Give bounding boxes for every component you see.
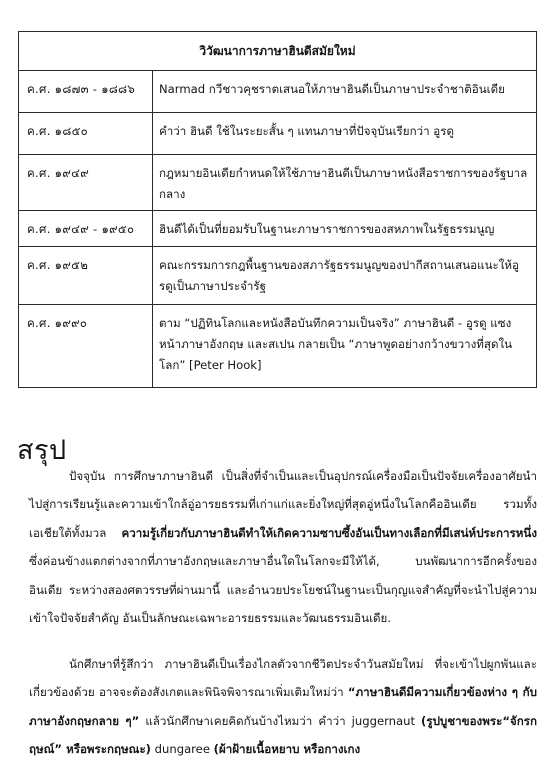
emphasized-text: ความรู้เกี่ยวกับภาษาฮินดีทำให้เกิดความซาบซึ้งอันเป็นทางเลือกที่มีเสน่ห์ประการหนึ่ง	[121, 525, 537, 540]
row-event: ฮินดีได้เป็นที่ยอมรับในฐานะภาษาราชการของสหภาพในรัฐธรรมนูญ	[153, 211, 537, 247]
paragraph-text: ซึ่งค่อนข้างแตกต่างจากที่ภาษาอังกฤษและภาษาอื่นใดในโลกจะมีให้ได้, บนพัฒนาการอีกครั้งของอินเดีย ระหว่างสองศตวรรษที่ผ่านมานี้ และอำนวยประโยชน์ในฐานะเป็นกุญแจสำคัญที่จะนำไปสู่ความเข้าใจปัจจัยสำคัญ อันเป็นลักษณะเฉพาะอารยธรรมและวัฒนธรรมอินเดีย.	[29, 554, 537, 626]
table-row	[19, 71, 537, 113]
conclusion-paragraph-1	[29, 462, 537, 632]
row-date: ค.ศ. ๑๘๕๐	[19, 113, 153, 155]
table-row	[19, 305, 537, 388]
table-row	[19, 155, 537, 211]
row-event: ตาม “ปฏิทินโลกและหนังสือบันทึกความเป็นจริง” ภาษาฮินดี - อูรดู แซงหน้าภาษาอังกฤษ และสเปน กลายเป็น “ภาษาพูดอย่างกว้างขวางที่สุดในโลก” [Peter Hook]	[153, 305, 537, 388]
row-date: ค.ศ. ๑๘๗๓ - ๑๘๘๖	[19, 71, 153, 113]
hindi-evolution-table	[18, 31, 537, 388]
row-date: ค.ศ. ๑๙๔๙	[19, 155, 153, 211]
table-row	[19, 113, 537, 155]
conclusion-paragraph-2	[29, 650, 537, 764]
table-row	[19, 211, 537, 247]
conclusion-heading: สรุป	[17, 435, 67, 466]
paragraph-text: ปัจจุบัน การศึกษาภาษาฮินดี เป็นสิ่งที่จำเป็นและเป็นอุปกรณ์เครื่องมือเป็นปัจจัยเครื่องอาศัยนำไปสู่การเรียนรู้และความเข้าใกล้อู่อารยธรรมที่เก่าแก่และยิ่งใหญ่ที่สุดอู่หนึ่งในโลกคืออินเดีย รวมทั้งเอเชียใต้ทั้งมวล	[29, 469, 537, 540]
emphasized-text: (ผ้าฝ้ายเนื้อหยาบ หรือกางเกง	[213, 742, 361, 757]
table-header-row	[19, 32, 537, 71]
row-date: ค.ศ. ๑๙๔๙ - ๑๙๕๐	[19, 211, 153, 247]
row-date: ค.ศ. ๑๙๙๐	[19, 305, 153, 388]
table-title: วิวัฒนาการภาษาฮินดีสมัยใหม่	[19, 32, 537, 71]
row-event: คำว่า ฮินดี ใช้ในระยะสั้น ๆ แทนภาษาที่ปัจจุบันเรียกว่า อูรดู	[153, 113, 537, 155]
paragraph-text: แล้วนักศึกษาเคยคิดกันบ้างไหมว่า คำว่า juggernaut	[139, 713, 422, 728]
row-event: Narmad กวีชาวคุชราตเสนอให้ภาษาฮินดีเป็นภาษาประจำชาติอินเดีย	[153, 71, 537, 113]
row-event: กฎหมายอินเดียกำหนดให้ใช้ภาษาฮินดีเป็นภาษาหนังสือราชการของรัฐบาลกลาง	[153, 155, 537, 211]
row-date: ค.ศ. ๑๙๕๒	[19, 247, 153, 305]
paragraph-text: นักศึกษาที่รู้สึกว่า ภาษาฮินดีเป็นเรื่องไกลตัวจากชีวิตประจำวันสมัยใหม่ ที่จะเข้าไปผูกพันและเกี่ยวข้องด้วย อาจจะต้องสังเกตและพินิจพิจารณาเพิ่มเติมใหม่ว่า	[29, 657, 537, 700]
paragraph-text: dungaree	[150, 742, 214, 757]
table-row	[19, 247, 537, 305]
emphasized-text: “ภาษาฮินดีมีความเกี่ยวข้องห่าง ๆ กับภาษาอังกฤษกลาย ๆ”	[29, 685, 537, 728]
emphasized-text: (รูปบูชาของพระ“จักรกฤษณ์” หรือพระกฤษณะ)	[29, 713, 537, 757]
row-event: คณะกรรมการกฎพื้นฐานของสภารัฐธรรมนูญของปากีสถานเสนอแนะให้อูรดูเป็นภาษาประจำรัฐ	[153, 247, 537, 305]
